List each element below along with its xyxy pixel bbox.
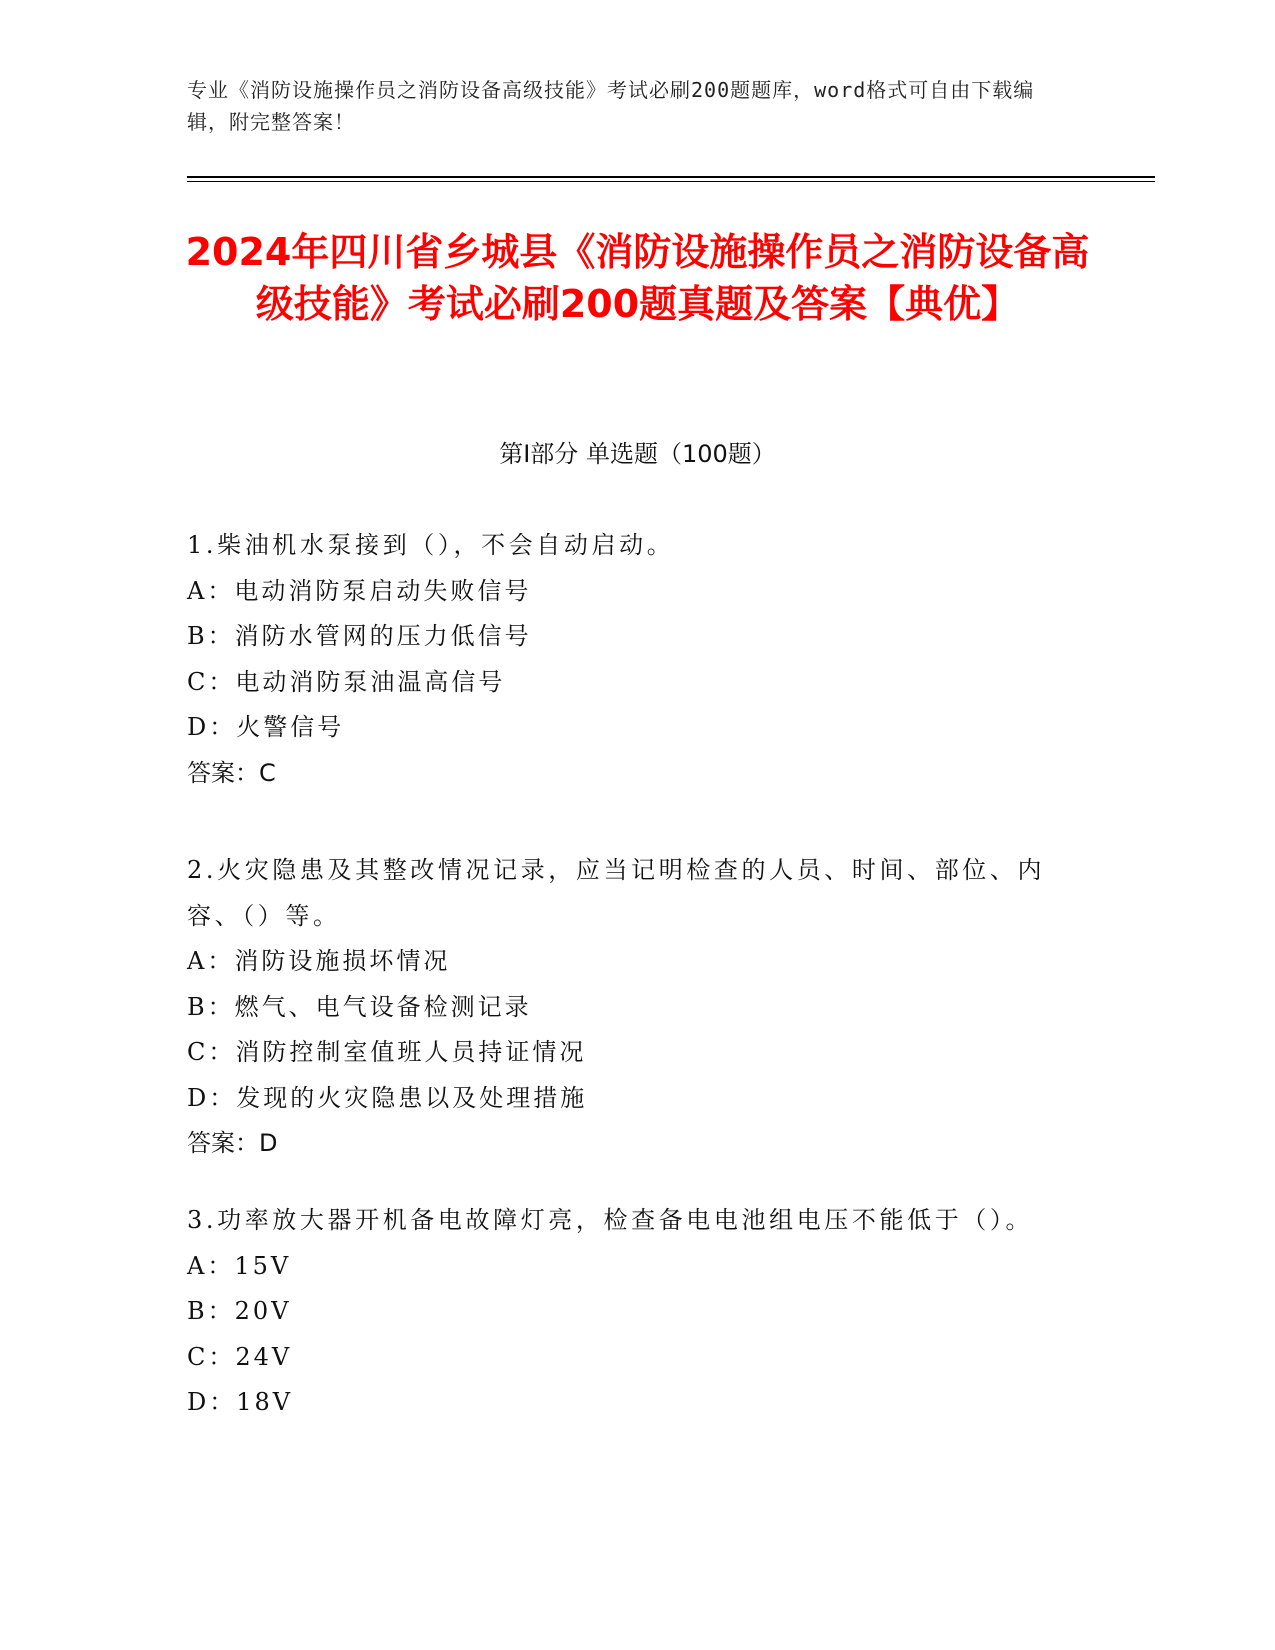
option-d: D：18V [187,1388,294,1416]
question-1 [187,523,1057,796]
option-c: C：消防控制室值班人员持证情况 [187,1038,587,1066]
option-b: B：消防水管网的压力低信号 [187,622,532,650]
header-divider-thin [187,181,1155,182]
option-a: A：15V [187,1251,292,1280]
header-note: 专业《消防设施操作员之消防设备高级技能》考试必刷200题题库，word格式可自由下载编辑，附完整答案！ [187,78,1035,134]
option-b: B：燃气、电气设备检测记录 [187,992,532,1021]
option-c: C：电动消防泵油温高信号 [187,667,506,696]
answer: 答案：D [187,1129,278,1157]
option-c: C：24V [187,1342,293,1371]
question-stem: 3.功率放大器开机备电故障灯亮，检查备电电池组电压不能低于（）。 [187,1206,1034,1234]
option-b: B：20V [187,1297,292,1325]
question-stem: 1.柴油机水泵接到（），不会自动启动。 [187,531,675,559]
document-title: 2024年四川省乡城县《消防设施操作员之消防设备高级技能》考试必刷200题真题及答案【典优】 [185,230,1090,326]
option-d: D：发现的火灾隐患以及处理措施 [187,1083,588,1112]
question-2 [187,848,1057,1167]
answer: 答案：C [187,758,276,787]
option-a: A：电动消防泵启动失败信号 [187,576,532,605]
section-title: 第I部分 单选题（100题） [499,440,776,468]
question-3 [187,1198,1057,1426]
question-stem: 2.火灾隐患及其整改情况记录，应当记明检查的人员、时间、部位、内容、（）等。 [187,856,1046,930]
option-d: D：火警信号 [187,713,345,741]
header-divider-thick [187,176,1155,178]
option-a: A：消防设施损坏情况 [187,947,451,975]
